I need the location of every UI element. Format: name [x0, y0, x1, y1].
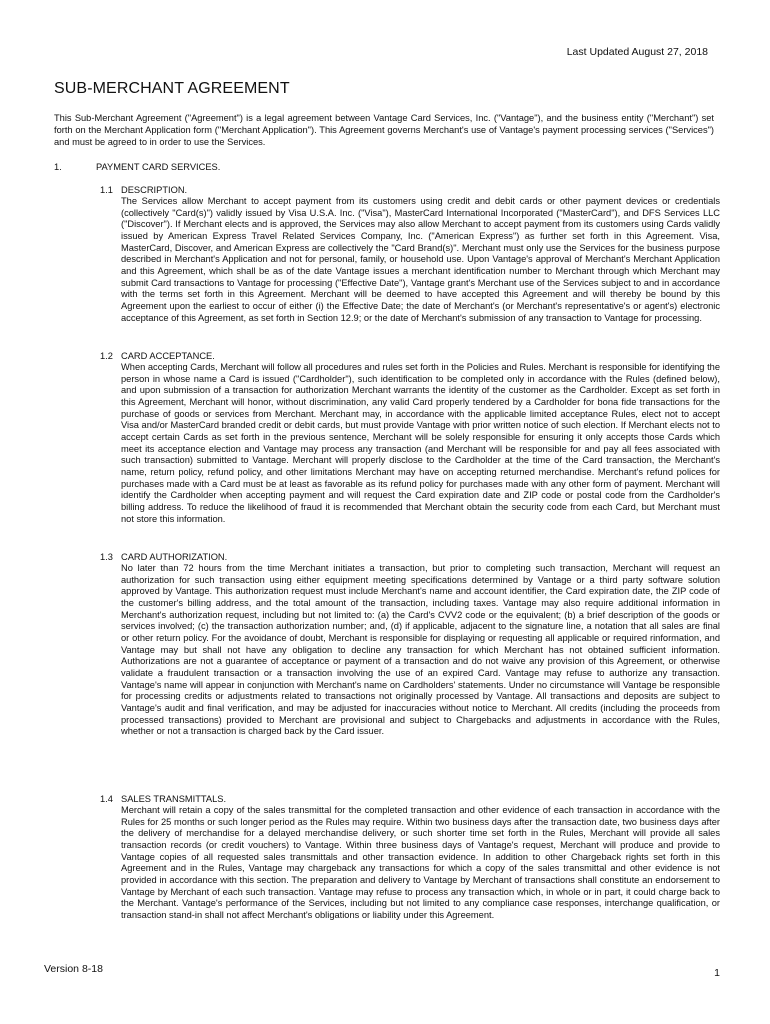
- subsection-number: 1.2: [100, 351, 113, 361]
- page-number: 1: [714, 967, 720, 979]
- subsection-1-3: [100, 551, 720, 738]
- subsection-title: CARD ACCEPTANCE.: [121, 351, 215, 361]
- subsection-text: No later than 72 hours from the time Merchant initiates a transaction, but prior to completing such transaction, Merchant will request an authorization for such transaction using either equipment meeting specifications determined by Vantage or a third party software solution approved by Vantage. This authorization request must include Merchant's name and account identifier, the Card expiration date, the ZIP code of the customer's billing address, and the total amount of the transaction, including taxes. Vantage may also require additional information in Merchant's authorization request, including but not limited to: (a) the Card's CVV2 code or the equivalent; (b) a brief description of the goods or services involved; (c) the transaction authorization number; and, (d) if applicable, adjacent to the signature line, a notation that all sales are final or other return policy. For the avoidance of doubt, Merchant is responsible for displaying or requesting all applicable or required rinformation, and Vantage may but shall not have any obligation to decline any transaction for which Merchant has not obtained sufficient information. Authorizations are not a guarantee of acceptance or payment of a transaction and do not waive any provision of this Agreement, or otherwise validate a fraudulent transaction or a transaction involving the use of an expired Card. Vantage may refuse to authorize any transaction. Vantage's name will appear in conjunction with Merchant's name on Cardholders' statements. Under no circumstance will Vantage be responsible for processing credits or adjustments related to transactions not originally processed by Vantage. All transactions and deposits are subject to Vantage's audit and final verification, and may be adjusted for inaccuracies without notice to Merchant. All credits (including the proceeds from processed transactions) provided to Merchant are provisional and subject to Chargebacks and adjustments in accordance with the Rules, whether or not a transaction is charged back by the Card issuer.: [121, 563, 720, 737]
- subsection-number: 1.4: [100, 794, 113, 804]
- section-title: PAYMENT CARD SERVICES.: [96, 162, 221, 172]
- subsection-1-2: [100, 350, 720, 525]
- page-title: SUB-MERCHANT AGREEMENT: [54, 80, 290, 97]
- subsection-text: When accepting Cards, Merchant will follow all procedures and rules set forth in the Policies and Rules. Merchant is responsible for identifying the person in whose name a Card is issued ("Cardholder"), such identification to be completed only in accordance with the Rules (defined below), and upon submission of a transaction for authorization Merchant warrants the identity of the customer as the Cardholder. Except as set forth in this Agreement, Merchant will honor, without discrimination, any valid Card properly tendered by a Cardholder for bona fide transactions for the purchase of goods or services from Merchant. Merchant may, in accordance with the applicable limited acceptance Rules, elect not to accept Visa and/or MasterCard branded credit or debit cards, but must provide Vantage with prior written notice of such election. If Merchant elects not to accept certain Cards as set forth in the previous sentence, Merchant will be solely responsible for ensuring it only accepts those Cards which meet its acceptance election and Vantage may process any transaction (and Merchant will be responsible for and pay all fees associated with such transaction) submitted to Vantage. Merchant will properly disclose to the Cardholder at the time of the Card transaction, the Merchant's name, return policy, refund policy, and other limitations Merchant may have on accepting returned merchandise. Merchant's refund polices for purchases made with a Card must be at least as favorable as its refund policy for purchases made with any other form of payment. Merchant will identify the Cardholder when accepting payment and will request the Card expiration date and ZIP code or postal code from the Cardholder's billing address. To reduce the likelihood of fraud it is recommended that Merchant obtain the security code from each Card, but Merchant must not store this information.: [121, 362, 720, 524]
- subsection-title: CARD AUTHORIZATION.: [121, 552, 228, 562]
- subsection-number: 1.1: [100, 185, 113, 195]
- subsection-text: The Services allow Merchant to accept payment from its customers using credit and debit cards or other payment devices or credentials (collectively "Card(s)") validly issued by Visa U.S.A. Inc. ("Visa"), MasterCard International Incorporated ("MasterCard"), and DFS Services LLC ("Discover"). If Merchant elects and is approved, the Services may also allow Merchant to accept payment from its customers using Cards validly issued by American Express Travel Related Services Company, Inc. ("American Express") as further set forth in this Agreement. Visa, MasterCard, Discover, and American Express are collectively the "Card Brand(s)". Merchant must only use the Services for the business purpose described in Merchant's Application and not for personal, family, or household use. Upon Vantage's approval of Merchant's Merchant Application and this Agreement, which shall be as of the date Vantage issues a merchant identification number to Merchant through which Merchant may submit Card transactions to Vantage for processing ("Effective Date"), Vantage grant's Merchant use of the Services subject to and in accordance with the terms set forth in this Agreement. Merchant will be deemed to have accepted this Agreement and will thereby be bound by this Agreement upon the earliest to occur of either (i) the Effective Date; the date of Merchant's (or Merchant's representative's or agent's) electronic acceptance of this Agreement, as set forth in Section 12.9; or the date of Merchant's submission of any transaction to Vantage for processing.: [121, 196, 720, 323]
- subsection-text: Merchant will retain a copy of the sales transmittal for the completed transaction and other evidence of each transaction in accordance with the Rules for 25 months or such longer period as the Rules may require. Within two business days after the transaction date, two business days after the delivery of merchandise for a delayed merchandise delivery, or such shorter time set forth in the Rules, Merchant will provide all sales transaction records (or credit vouchers) to Vantage. Within three business days of Vantage's request, Merchant will produce and provide to Vantage copies of all requested sales transmittals and other transaction evidence. In addition to other Chargeback rights set forth in this Agreement and in the Rules, Vantage may chargeback any transactions for which a copy of the sales transmittal and other evidence is not provided in accordance with this section. The preparation and delivery to Vantage by Merchant of transactions shall constitute an endorsement to Vantage by Merchant of each such transaction. Vantage may refuse to process any transaction which, in whole or in part, it could charge back to the Merchant. Vantage's performance of the Services, including but not limited to any compliance case responses, interchange qualification, or transaction stand-in shall not affect Merchant's obligations or liability under this Agreement.: [121, 805, 720, 920]
- intro-paragraph: This Sub-Merchant Agreement ("Agreement") is a legal agreement between Vantage Card Services, Inc. ("Vantage"), and the business entity ("Merchant") set forth on the Merchant Application form ("Merchant Application"). This Agreement governs Merchant's use of Vantage's payment processing services ("Services") and must be agreed to in order to use the Services.: [54, 113, 714, 148]
- section-number: 1.: [54, 162, 62, 172]
- subsection-number: 1.3: [100, 552, 113, 562]
- subsection-1-4: [100, 793, 720, 922]
- subsection-title: DESCRIPTION.: [121, 185, 188, 195]
- section-1-heading: [54, 162, 220, 172]
- subsection-1-1: [100, 184, 720, 324]
- last-updated-date: Last Updated August 27, 2018: [566, 46, 708, 58]
- subsection-title: SALES TRANSMITTALS.: [121, 794, 227, 804]
- version-label: Version 8-18: [44, 963, 103, 975]
